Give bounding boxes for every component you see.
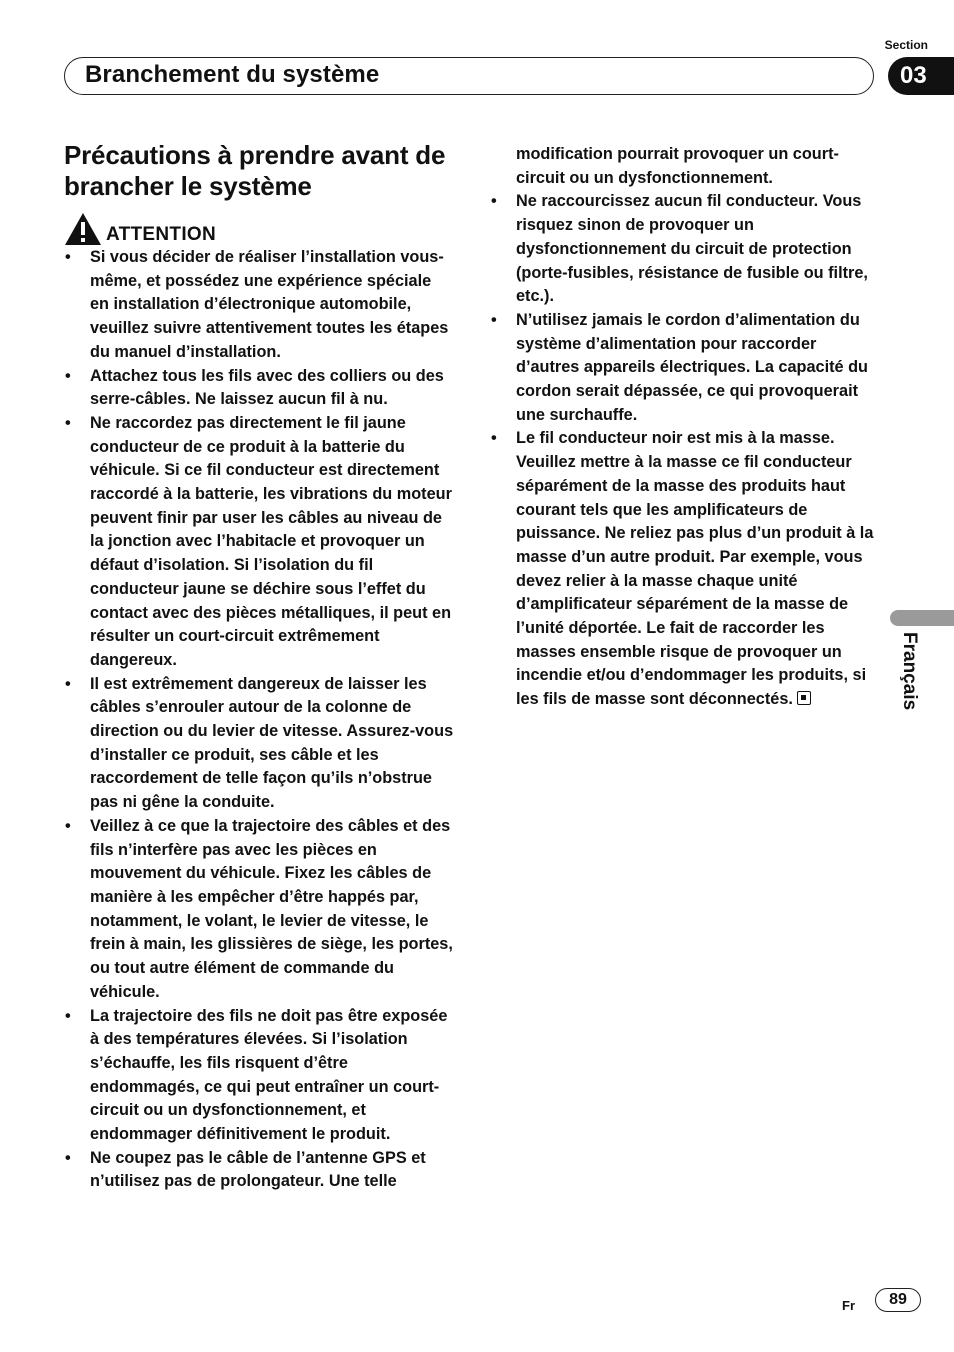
list-item: • Ne raccourcissez aucun fil conducteur. Vous risquez sinon de provoquer un dysfonctionnement du circuit de protection (porte-fusibles, résistance de fusible ou filtre, etc.). <box>490 190 880 309</box>
end-mark-icon <box>797 691 811 705</box>
list-item: • Attachez tous les fils avec des colliers ou des serre-câbles. Ne laissez aucun fil à nu. <box>64 365 454 412</box>
header-bar <box>64 57 874 95</box>
list-item: • Ne raccordez pas directement le fil jaune conducteur de ce produit à la batterie du véhicule. Si ce fil conducteur est directement raccordé à la batterie, les vibrations du moteur peuvent finir par user les câbles au niveau de la jonction avec l’habitacle et provoquer un défaut d’isolation. Si l’isolation du fil conducteur jaune se déchire sous l’effet du contact avec des pièces métalliques, il peut en résulter un court-circuit extrêmement dangereux. <box>64 412 454 673</box>
list-item: • Ne coupez pas le câble de l’antenne GPS et n’utilisez pas de prolongateur. Une telle <box>64 1147 454 1194</box>
list-item: • N’utilisez jamais le cordon d’alimentation du système d’alimentation pour raccorder d’autres appareils électriques. La capacité du cordon serait dépassée, ce qui provoquerait une surchauffe. <box>490 309 880 428</box>
list-item: • Si vous décider de réaliser l’installation vous-même, et possédez une expérience spéciale en installation d’électronique automobile, veuillez suivre attentivement toutes les étapes du manuel d’installation. <box>64 246 454 365</box>
section-label: Section <box>884 38 928 52</box>
language-label: Français <box>899 632 920 711</box>
attention-block <box>64 210 454 246</box>
continued-text: modification pourrait provoquer un court-circuit ou un dysfonctionnement. <box>516 145 839 187</box>
list-item: • Il est extrêmement dangereux de laisser les câbles s’enrouler autour de la colonne de direction ou du levier de vitesse. Assurez-vous d’installer ce produit, ses câble et les raccordement de telle façon qu’ils n’obstrue pas ni gêne la conduite. <box>64 673 454 815</box>
language-tab-label <box>892 632 932 732</box>
attention-label: ATTENTION <box>106 224 217 245</box>
caution-list-right <box>490 190 880 711</box>
list-item <box>490 427 880 711</box>
page-heading: Précautions à prendre avant de brancher le système <box>64 140 446 201</box>
warning-triangle-icon <box>64 212 102 246</box>
list-item: • La trajectoire des fils ne doit pas être exposée à des températures élevées. Si l’isolation s’échauffe, les fils risquent d’être endommagés, ce qui peut entraîner un court-circuit ou un dysfonctionnement, et endommager définitivement le produit. <box>64 1005 454 1147</box>
right-column <box>490 143 880 712</box>
list-item: • Veillez à ce que la trajectoire des câbles et des fils n’interfère pas avec les pièces en mouvement du véhicule. Fixez les câbles de manière à les empêcher d’être happés par, notamment, le volant, le levier de vitesse, le frein à main, les glissières de siège, les portes, ou tout autre élément de commande du véhicule. <box>64 815 454 1005</box>
section-number-badge: 03 <box>888 57 954 95</box>
list-item-text: Le fil conducteur noir est mis à la masse. Veuillez mettre à la masse ce fil conducteur séparément de la masse des produits haut courant tels que les amplificateurs de puissance. Ne reliez pas plus d’un produit à la masse d’un autre produit. Par exemple, vous devez relier à la masse chaque unité d’amplificateur séparément de la masse de l’unité déportée. Le fait de raccorder les masses ensemble risque de provoquer un incendie et/ou d’endommager les produits, si les fils de masse sont déconnectés. <box>516 429 874 709</box>
language-tab <box>890 610 954 626</box>
page-number: 89 <box>875 1288 921 1312</box>
chapter-title: Branchement du système <box>85 61 380 88</box>
footer-language: Fr <box>842 1298 855 1313</box>
left-column <box>64 140 454 1194</box>
caution-list-left <box>64 246 454 1194</box>
